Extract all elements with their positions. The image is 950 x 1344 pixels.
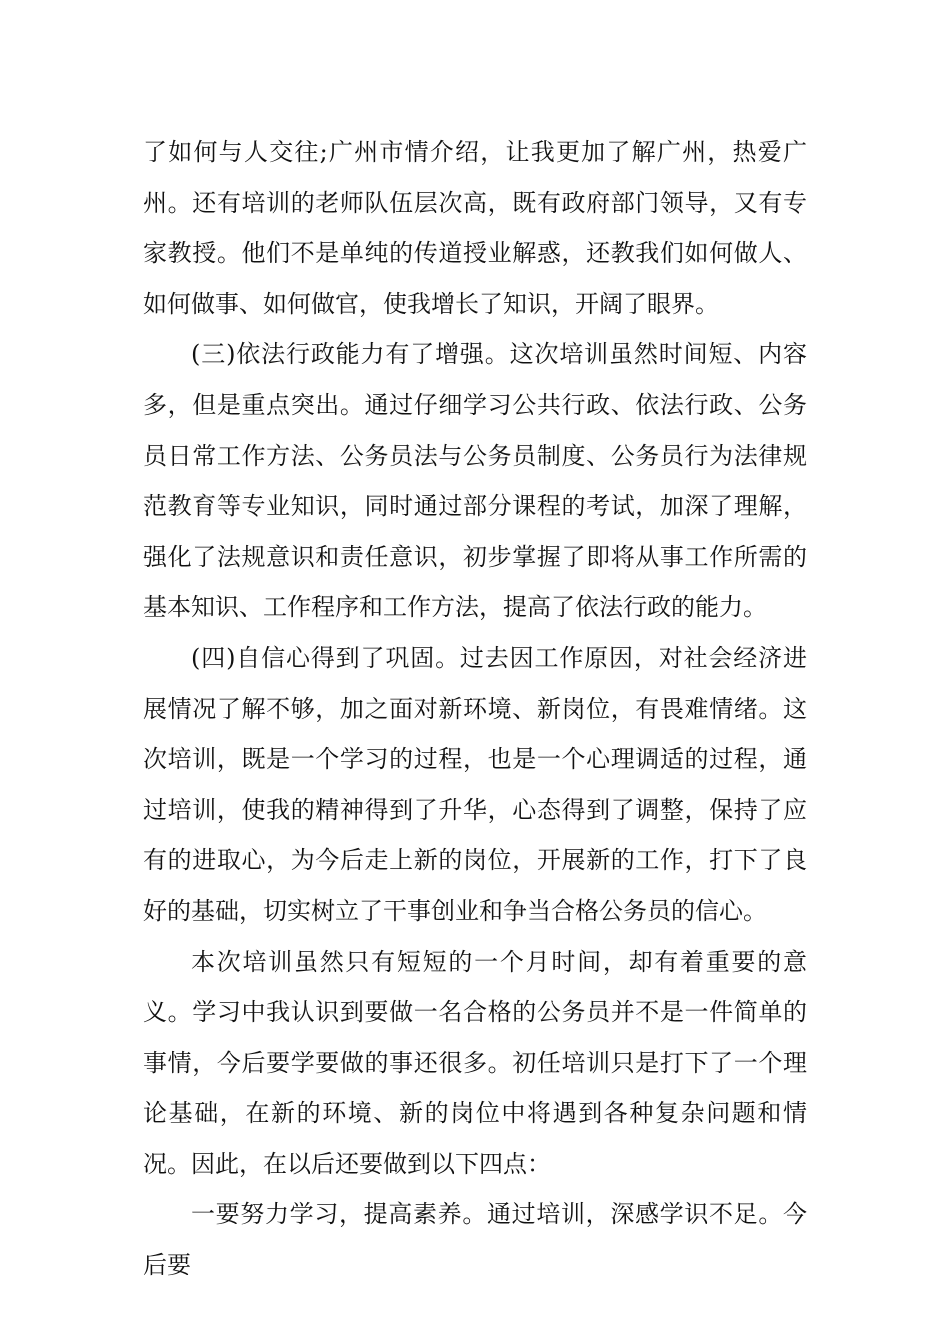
document-body bbox=[143, 127, 807, 1291]
paragraph-study-hard: 一要努力学习，提高素养。通过培训，深感学识不足。今后要 bbox=[143, 1200, 807, 1280]
paragraph-continuation: 了如何与人交往;广州市情介绍，让我更加了解广州，热爱广州。还有培训的老师队伍层次高，既有政府部门领导，又有专家教授。他们不是单纯的传道授业解惑，还教我们如何做人、如何做事、如何做官，使我增长了知识，开阔了眼界。 bbox=[143, 138, 807, 318]
paragraph-rule-of-law: (三)依法行政能力有了增强。这次培训虽然时间短、内容多，但是重点突出。通过仔细学习公共行政、依法行政、公务员日常工作方法、公务员法与公务员制度、公务员行为法律规范教育等专业知识，同时通过部分课程的考试，加深了理解，强化了法规意识和责任意识，初步掌握了即将从事工作所需的基本知识、工作程序和工作方法，提高了依法行政的能力。 bbox=[143, 340, 807, 622]
paragraph-confidence: (四)自信心得到了巩固。过去因工作原因，对社会经济进展情况了解不够，加之面对新环境、新岗位，有畏难情绪。这次培训，既是一个学习的过程，也是一个心理调适的过程，通过培训，使我的精神得到了升华，心态得到了调整，保持了应有的进取心，为今后走上新的岗位，开展新的工作，打下了良好的基础，切实树立了干事创业和争当合格公务员的信心。 bbox=[143, 643, 807, 925]
paragraph-significance: 本次培训虽然只有短短的一个月时间，却有着重要的意义。学习中我认识到要做一名合格的公务员并不是一件简单的事情，今后要学要做的事还很多。初任培训只是打下了一个理论基础，在新的环境、新的岗位中将遇到各种复杂问题和情况。因此，在以后还要做到以下四点： bbox=[143, 947, 807, 1178]
